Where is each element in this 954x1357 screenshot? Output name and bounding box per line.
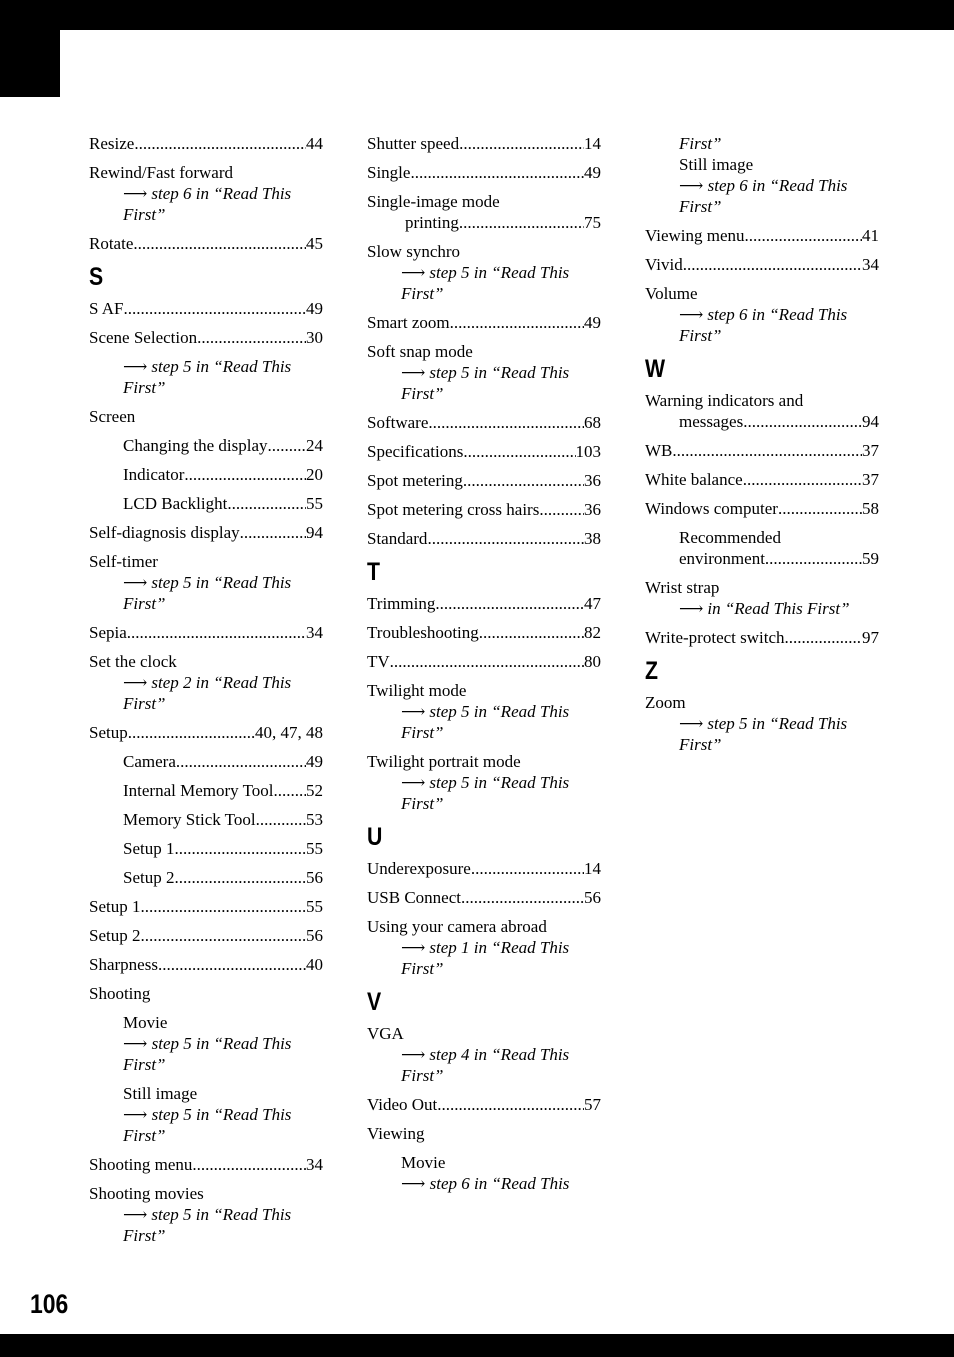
index-column-1 xyxy=(89,133,323,1254)
page-number: 106 xyxy=(30,1289,69,1319)
header-bar xyxy=(0,0,954,30)
index-column-2 xyxy=(367,133,601,1202)
index-column-3 xyxy=(645,133,879,763)
section-letter: Z xyxy=(645,657,658,685)
index-entry: Shutter speed ..... 14 xyxy=(367,133,601,154)
arrow-icon: ⟶ xyxy=(401,363,426,382)
index-entry: WB ..... 37 xyxy=(645,440,879,461)
section-letter: S xyxy=(89,263,104,291)
index-entry: Trimming ..... 47 xyxy=(367,593,601,614)
index-entry: Self-diagnosis display ..... 94 xyxy=(89,522,323,543)
index-entry: Specifications ..... 103 xyxy=(367,441,601,462)
index-entry: Twilight mode ⟶ step 5 in “Read This First” xyxy=(367,681,570,742)
index-entry: Twilight portrait mode ⟶ step 5 in “Read This First” xyxy=(367,752,570,813)
index-entry: Setup ..... 40, 47, 48 xyxy=(89,722,323,743)
section-letter: V xyxy=(367,988,382,1016)
arrow-icon: ⟶ xyxy=(401,1174,426,1193)
arrow-icon: ⟶ xyxy=(123,1105,148,1124)
index-entry: ⟶ step 5 in “Read This First” xyxy=(123,357,292,397)
index-entry: Single ..... 49 xyxy=(367,162,601,183)
arrow-icon: ⟶ xyxy=(401,773,426,792)
index-entry: Setup 1 ..... 55 xyxy=(89,896,323,917)
arrow-icon: ⟶ xyxy=(123,573,148,592)
arrow-icon: ⟶ xyxy=(123,357,148,376)
index-entry: Screen xyxy=(89,407,136,426)
arrow-icon: ⟶ xyxy=(123,1034,148,1053)
index-subentry: Changing the display ..... 24 xyxy=(89,435,323,456)
index-subentry: LCD Backlight ..... 55 xyxy=(89,493,323,514)
arrow-icon: ⟶ xyxy=(679,176,704,195)
index-entry: Wrist strap ⟶ in “Read This First” xyxy=(645,578,850,618)
arrow-icon: ⟶ xyxy=(401,938,426,957)
index-subentry: Setup 1 ..... 55 xyxy=(89,838,323,859)
index-entry: Zoom ⟶ step 5 in “Read This First” xyxy=(645,693,848,754)
index-subentry: Memory Stick Tool ..... 53 xyxy=(89,809,323,830)
index-entry: Using your camera abroad ⟶ step 1 in “Read This First” xyxy=(367,917,570,978)
arrow-icon: ⟶ xyxy=(123,184,148,203)
index-entry: Scene Selection ..... 30 xyxy=(89,327,323,348)
index-entry: Vivid ..... 34 xyxy=(645,254,879,275)
index-entry: Standard ..... 38 xyxy=(367,528,601,549)
section-letter: W xyxy=(645,355,666,383)
index-entry: Spot metering ..... 36 xyxy=(367,470,601,491)
section-tab xyxy=(0,0,60,97)
index-entry: S AF ..... 49 xyxy=(89,298,323,319)
index-entry: Rotate ..... 45 xyxy=(89,233,323,254)
index-subentry: Movie ⟶ step 5 in “Read This First” xyxy=(123,1013,292,1074)
arrow-icon: ⟶ xyxy=(401,263,426,282)
index-entry: Single-image mode printing ..... 75 xyxy=(367,191,601,233)
index-entry: VGA ⟶ step 4 in “Read This First” xyxy=(367,1024,570,1085)
index-entry: Rewind/Fast forward ⟶ step 6 in “Read This First” xyxy=(89,163,292,224)
index-entry: Windows computer ..... 58 xyxy=(645,498,879,519)
index-subentry: Setup 2 ..... 56 xyxy=(89,867,323,888)
index-entry: Soft snap mode ⟶ step 5 in “Read This First” xyxy=(367,342,570,403)
section-letter: U xyxy=(367,823,383,851)
index-entry: Set the clock ⟶ step 2 in “Read This First” xyxy=(89,652,292,713)
index-subentry: Indicator ..... 20 xyxy=(89,464,323,485)
index-entry: Viewing menu ..... 41 xyxy=(645,225,879,246)
index-continuation: First” xyxy=(679,134,722,153)
index-entry: Resize ..... 44 xyxy=(89,133,323,154)
index-entry: Video Out ..... 57 xyxy=(367,1094,601,1115)
index-entry: Viewing xyxy=(367,1124,425,1143)
index-entry: USB Connect ..... 56 xyxy=(367,887,601,908)
index-subentry: Internal Memory Tool ..... 52 xyxy=(89,780,323,801)
index-entry: Spot metering cross hairs ..... 36 xyxy=(367,499,601,520)
index-entry: Sharpness ..... 40 xyxy=(89,954,323,975)
arrow-icon: ⟶ xyxy=(679,599,704,618)
index-entry: Write-protect switch ..... 97 xyxy=(645,627,879,648)
footer-bar xyxy=(0,1334,954,1357)
index-entry: Setup 2 ..... 56 xyxy=(89,925,323,946)
section-letter: T xyxy=(367,558,380,586)
index-subentry: Movie ⟶ step 6 in “Read This xyxy=(401,1153,570,1193)
index-entry: White balance ..... 37 xyxy=(645,469,879,490)
index-entry: Smart zoom ..... 49 xyxy=(367,312,601,333)
index-entry: Sepia ..... 34 xyxy=(89,622,323,643)
index-entry: Shooting xyxy=(89,984,151,1003)
index-entry: Self-timer ⟶ step 5 in “Read This First” xyxy=(89,552,292,613)
arrow-icon: ⟶ xyxy=(401,1045,426,1064)
arrow-icon: ⟶ xyxy=(123,673,148,692)
index-subentry: Camera ..... 49 xyxy=(89,751,323,772)
index-entry: Slow synchro ⟶ step 5 in “Read This First” xyxy=(367,242,570,303)
index-entry: Troubleshooting ..... 82 xyxy=(367,622,601,643)
index-entry: TV ..... 80 xyxy=(367,651,601,672)
index-entry: Underexposure ..... 14 xyxy=(367,858,601,879)
arrow-icon: ⟶ xyxy=(123,1205,148,1224)
index-subentry: Recommended environment ..... 59 xyxy=(645,527,879,569)
index-entry: Volume ⟶ step 6 in “Read This First” xyxy=(645,284,848,345)
index-subentry: Still image ⟶ step 6 in “Read This First” xyxy=(679,155,848,216)
index-entry: Software ..... 68 xyxy=(367,412,601,433)
arrow-icon: ⟶ xyxy=(679,305,704,324)
index-subentry: Still image ⟶ step 5 in “Read This First” xyxy=(123,1084,292,1145)
index-entry: Warning indicators and messages ..... 94 xyxy=(645,390,879,432)
arrow-icon: ⟶ xyxy=(679,714,704,733)
arrow-icon: ⟶ xyxy=(401,702,426,721)
index-entry: Shooting movies ⟶ step 5 in “Read This First” xyxy=(89,1184,292,1245)
index-entry: Shooting menu ..... 34 xyxy=(89,1154,323,1175)
